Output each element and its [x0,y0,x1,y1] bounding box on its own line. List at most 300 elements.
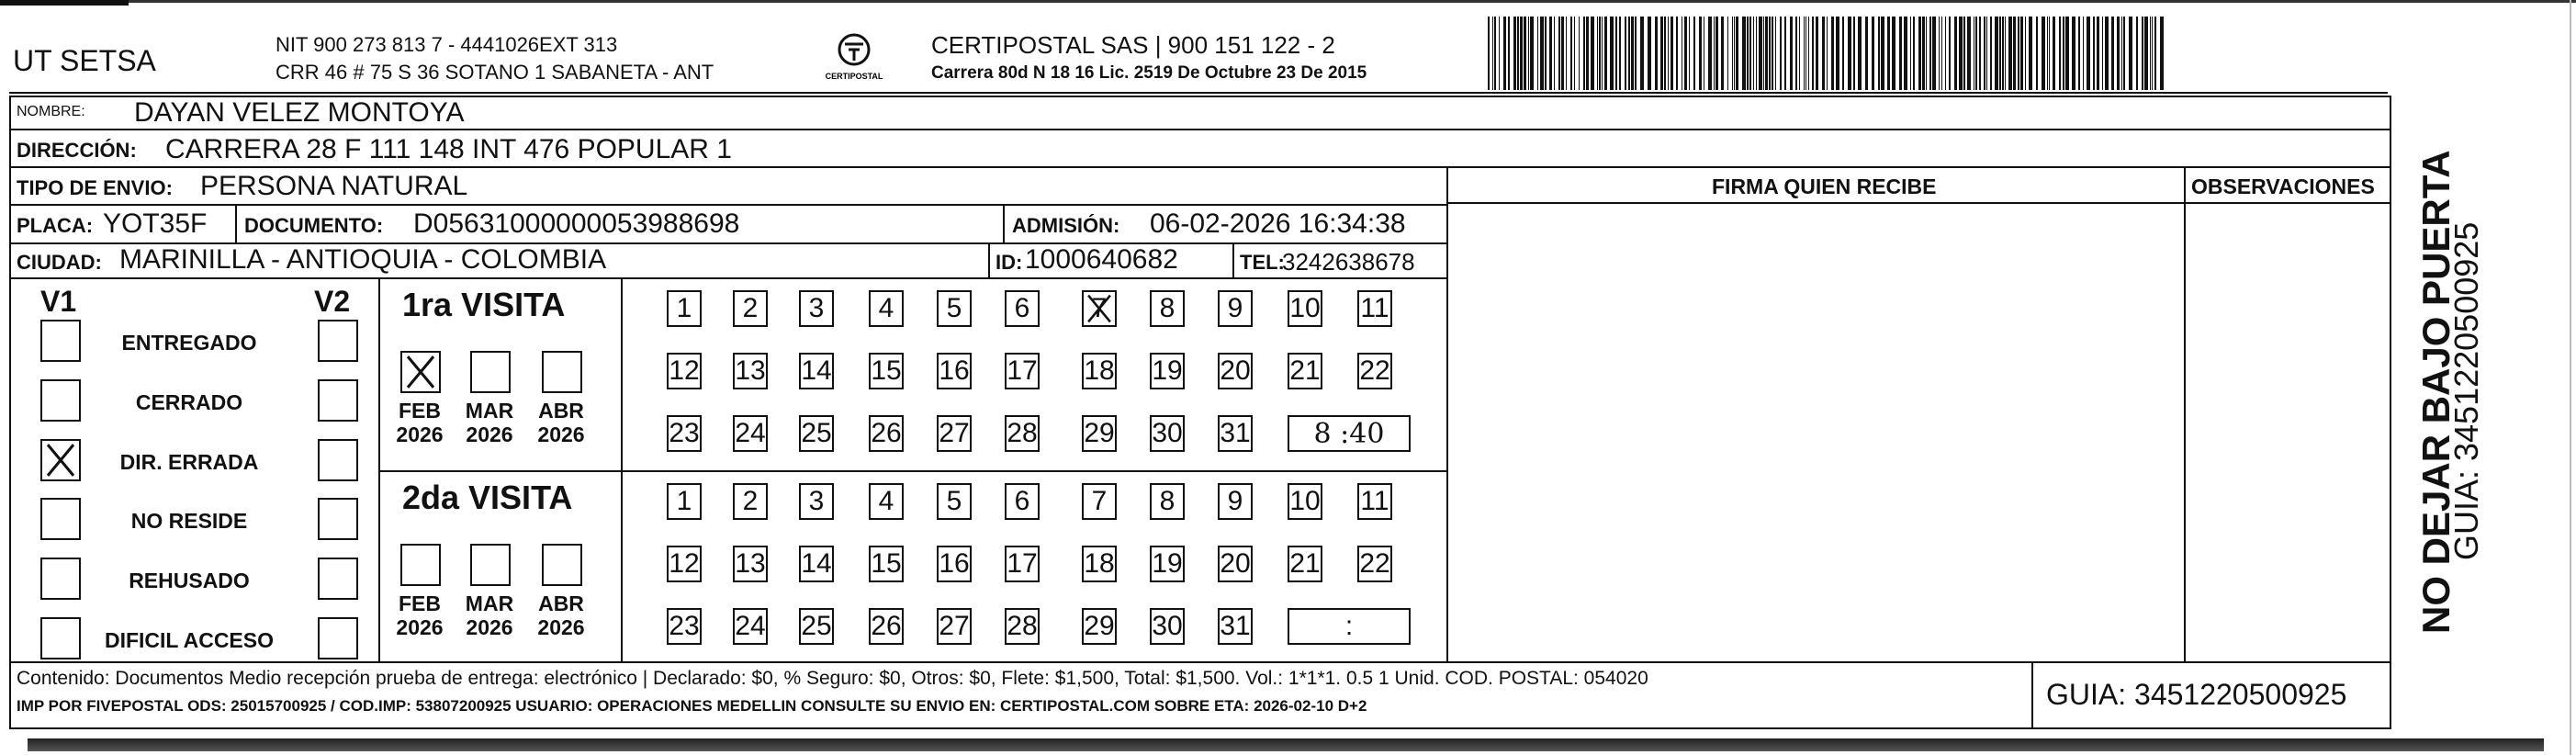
status-label: NO RESIDE [130,509,248,533]
barcode-bar [1759,17,1762,90]
visit2-year-label: 2026 [466,615,513,639]
placa-value: YOT35F [103,208,208,239]
barcode-bar [2029,17,2032,90]
barcode-bar [2008,17,2012,90]
visit1-day-box[interactable] [1005,415,1040,452]
barcode-bar [1520,17,1523,90]
visit2-day-number: 6 [1014,486,1030,516]
visit1-time-value: 8 :40 [1313,417,1385,450]
barcode-bar [2152,17,2153,90]
visit1-day-box[interactable] [869,290,904,327]
visit2-month-checkbox[interactable] [542,544,582,586]
visit1-day-number: 11 [1360,293,1389,323]
barcode-bar [1749,17,1751,90]
visit1-day-box[interactable] [667,353,702,389]
visit2-day-box[interactable] [937,608,972,645]
barcode-bar [1939,17,1940,90]
barcode-bar [2136,17,2138,90]
barcode-bar [2111,17,2114,90]
barcode-bar [1756,17,1757,90]
barcode-bar [1865,17,1868,90]
footer-guia: GUIA: 3451220500925 [2046,678,2347,711]
barcode-bar [1610,17,1614,90]
barcode-bar [2053,17,2055,90]
status-v2-checkbox[interactable] [318,320,358,362]
visit2-day-box[interactable] [1288,483,1322,520]
barcode-bar [1816,17,1818,90]
visit1-day-box[interactable] [1005,353,1040,389]
visit2-day-box[interactable] [869,546,904,582]
barcode-bar [1769,17,1771,90]
visit1-month-checkbox[interactable] [400,351,441,393]
status-v1-checkbox[interactable] [40,320,81,362]
visit2-day-box[interactable] [1150,546,1185,582]
status-v2-checkbox[interactable] [318,498,358,540]
barcode-bar [1949,17,1951,90]
svg-text:CERTIPOSTAL: CERTIPOSTAL [825,72,883,81]
visit1-day-box[interactable] [937,290,972,327]
visit1-day-number: 18 [1084,355,1115,386]
barcode-bar [1566,17,1567,90]
visit2-day-box[interactable] [869,608,904,645]
visit1-day-box[interactable] [667,415,702,452]
status-v1-checkbox[interactable] [40,379,81,422]
barcode-bar [1881,17,1884,90]
barcode-bar [2072,17,2075,90]
observaciones-box[interactable] [2186,204,2390,661]
visit1-day-number: 26 [871,418,902,448]
visit1-time-box[interactable] [1288,415,1411,452]
visit1-month-label: MAR [465,399,514,423]
visit1-day-box[interactable] [1357,353,1392,389]
barcode-bar [1615,17,1617,90]
barcode-bar [1742,17,1746,90]
row-line-3 [9,204,1446,206]
status-col-divider [378,277,380,661]
barcode-bar [1827,17,1828,90]
barcode-bar [1910,17,1911,90]
barcode-bar [1668,17,1669,90]
visit1-day-box[interactable] [1005,290,1040,327]
visit2-day-box[interactable] [1357,546,1392,582]
visit1-month-label: ABR [538,399,584,423]
barcode-bar [1714,17,1715,90]
barcode-bar [1574,17,1575,90]
barcode-bar [1836,17,1839,90]
barcode-bar [1954,17,1957,90]
visit2-day-box[interactable] [799,483,834,520]
barcode-bar [1763,17,1764,90]
barcode-bar [1858,17,1862,90]
barcode-bar [1494,17,1496,90]
status-v2-checkbox[interactable] [318,617,358,659]
barcode-bar [1804,17,1805,90]
right-edge-line [2570,0,2571,755]
barcode-bar [1689,17,1690,90]
top-left-tab [0,0,129,6]
visit2-day-box[interactable] [1218,546,1253,582]
visit2-day-number: 30 [1152,611,1183,641]
visit1-day-box[interactable] [869,415,904,452]
carrier-line1: CERTIPOSTAL SAS | 900 151 122 - 2 [931,31,1335,59]
visit1-month-checkbox[interactable] [542,351,582,393]
barcode-bar [1842,17,1844,90]
barcode-bar [1558,17,1560,90]
visit1-day-number: 8 [1159,293,1176,323]
visit1-day-box[interactable] [1150,415,1185,452]
visit2-day-number: 3 [808,486,825,516]
nombre-value: DAYAN VELEZ MONTOYA [134,97,465,128]
visit2-day-box[interactable] [937,483,972,520]
status-label: DIFICIL ACCESO [104,628,274,652]
visit1-day-box[interactable] [799,353,834,389]
barcode-bar [1708,17,1712,90]
ciudad-label: CIUDAD: [17,251,102,274]
barcode-bar [1734,17,1735,90]
visit1-day-number: 7 [1091,293,1108,323]
visit2-day-box[interactable] [1082,546,1117,582]
visit2-year-label: 2026 [537,615,585,639]
visit1-day-box[interactable] [869,353,904,389]
visit1-day-number: 14 [801,355,832,386]
barcode-bar [2042,17,2045,90]
sender-nit: NIT 900 273 813 7 - 4441026EXT 313 [276,33,618,56]
barcode-bar [1922,17,1925,90]
barcode-bar [1979,17,1981,90]
barcode-bar [1887,17,1890,90]
visit1-day-box[interactable] [1082,353,1117,389]
visit1-day-number: 2 [742,293,759,323]
visit2-day-box[interactable] [1005,546,1040,582]
visit1-day-box[interactable] [1082,415,1117,452]
visit1-day-box[interactable] [733,415,768,452]
header-divider [9,92,2388,94]
barcode-bar [2121,17,2122,90]
barcode-bar [1545,17,1547,90]
visit2-day-number: 14 [801,548,832,579]
barcode-bar [2150,17,2151,90]
tipo-envio-value: PERSONA NATURAL [200,171,468,201]
admision-value: 06-02-2026 16:34:38 [1150,208,1406,239]
visit1-day-number: 13 [735,355,766,386]
barcode-bar [1503,17,1506,90]
visit2-month-checkbox[interactable] [470,544,511,586]
documento-value: D05631000000053988698 [413,208,740,239]
sender-address: CRR 46 # 75 S 36 SOTANO 1 SABANETA - ANT [276,61,714,84]
visit2-day-number: 22 [1359,548,1390,579]
barcode-bar [2142,17,2143,90]
barcode-bar [2105,17,2109,90]
visit1-day-number: 4 [878,293,894,323]
visit1-month-checkbox[interactable] [470,351,511,393]
tel-label: TEL: [1240,251,1285,274]
visit2-day-number: 23 [669,611,700,641]
barcode-bar [1655,17,1658,90]
barcode-bar [1990,17,1992,90]
status-label: REHUSADO [129,569,250,592]
barcode-bar [1537,17,1538,90]
visit1-title: 1ra VISITA [402,286,566,323]
barcode-bar [1780,17,1782,90]
observaciones-label: OBSERVACIONES [2191,175,2375,198]
top-edge-line [0,0,2576,3]
barcode-bar [1513,17,1516,90]
visit2-day-box[interactable] [733,483,768,520]
visit2-day-number: 2 [742,486,759,516]
id-value: 1000640682 [1025,244,1178,275]
barcode-bar [2123,17,2125,90]
visit2-day-box[interactable] [1082,483,1117,520]
barcode-bar [1599,17,1601,90]
visit1-day-number: 10 [1289,293,1321,323]
visit1-day-box[interactable] [799,290,834,327]
barcode-bar [1963,17,1965,90]
visit1-day-box[interactable] [1082,290,1117,327]
documento-label: DOCUMENTO: [244,214,384,237]
visit-divider [378,470,1446,472]
barcode-bar [2093,17,2095,90]
signature-box[interactable] [1448,204,2183,661]
footer-imp-line: IMP POR FIVEPOSTAL ODS: 25015700925 / COD.IMP: 53807200925 USUARIO: OPERACIONES MEDELLIN CONSULTE SU ENVIO EN: CERTIPOSTAL.COM SOBRE ETA: 2026-02-10 D+2 [17,697,1367,715]
status-label: ENTREGADO [121,331,257,355]
visit2-day-number: 15 [871,548,902,579]
barcode-bar [1995,17,1998,90]
visit2-day-box[interactable] [1288,546,1322,582]
barcode-bar [1549,17,1552,90]
visit1-day-box[interactable] [1288,353,1322,389]
side-guia: GUIA: 3451220500925 [2447,221,2485,560]
visit2-day-number: 28 [1007,611,1038,641]
visit1-day-number: 12 [669,355,700,386]
barcode-bar [1586,17,1589,90]
visit2-day-number: 5 [946,486,962,516]
barcode-bar [1899,17,1902,90]
barcode-bar [2059,17,2061,90]
barcode-bar [2065,17,2069,90]
visit1-day-box[interactable] [1218,290,1253,327]
visit2-day-number: 27 [939,611,970,641]
certipostal-logo-icon [817,31,891,83]
barcode-bar [1753,17,1754,90]
visit2-day-box[interactable] [1357,483,1392,520]
barcode-bar [1799,17,1800,90]
barcode-bar [1831,17,1834,90]
status-v1-checkbox[interactable] [40,498,81,540]
barcode-bar [1848,17,1851,90]
visit2-day-number: 13 [735,548,766,579]
barcode-bar [2063,17,2064,90]
v1-label: V1 [40,285,77,318]
barcode-bar [1772,17,1773,90]
visit1-day-box[interactable] [1218,353,1253,389]
certipostal-logo [817,31,891,83]
visit2-day-number: 21 [1289,548,1321,579]
barcode-bar [1941,17,1942,90]
visit1-day-box[interactable] [1357,290,1392,327]
visit2-day-number: 10 [1289,486,1321,516]
visit2-day-box[interactable] [937,546,972,582]
barcode-bar [2144,17,2148,90]
barcode-bar [1640,17,1644,90]
visit2-time-value: : [1344,611,1354,641]
visit2-month-checkbox[interactable] [400,544,441,586]
barcode-bar [1604,17,1607,90]
visit2-day-box[interactable] [1218,608,1253,645]
visit1-day-box[interactable] [937,353,972,389]
barcode-bar [1878,17,1880,90]
visit1-month-label: FEB [399,399,441,423]
visit2-day-number: 17 [1007,548,1038,579]
visit1-day-number: 27 [939,418,970,448]
sender-name: UT SETSA [13,44,156,77]
status-v2-checkbox[interactable] [318,379,358,422]
visit2-day-number: 31 [1220,611,1251,641]
barcode-bar [1540,17,1544,90]
row-line-1 [9,129,2391,130]
status-v1-checkbox[interactable] [40,558,81,600]
status-v2-checkbox[interactable] [318,439,358,481]
barcode-bar [2025,17,2026,90]
barcode-bar [2005,17,2006,90]
barcode-bar [1715,17,1718,90]
visit2-day-box[interactable] [1005,483,1040,520]
visit2-day-box[interactable] [733,608,768,645]
barcode-bar [1984,17,1985,90]
barcode-bar [1602,17,1603,90]
barcode-bar [2160,17,2164,90]
barcode-bar [1561,17,1564,90]
firma-label: FIRMA QUIEN RECIBE [1712,175,1937,198]
visit1-day-number: 21 [1289,355,1321,386]
barcode-bar [1822,17,1825,90]
visit1-day-box[interactable] [1288,290,1322,327]
barcode-bar [1664,17,1666,90]
visit1-day-box[interactable] [1150,353,1185,389]
visit2-day-number: 24 [735,611,766,641]
barcode-bar [1625,17,1626,90]
visit2-day-number: 9 [1227,486,1243,516]
visit1-day-box[interactable] [733,290,768,327]
visit2-day-box[interactable] [1005,608,1040,645]
barcode-bar [1628,17,1630,90]
status-label: CERRADO [135,390,243,414]
barcode-bar [1929,17,1931,90]
barcode-bar [1670,17,1673,90]
visit2-day-number: 11 [1360,486,1389,516]
barcode-bar [1795,17,1797,90]
barcode-bar [1530,17,1534,90]
barcode-bar [1853,17,1855,90]
barcode-bar [1583,17,1585,90]
visit1-day-box[interactable] [937,415,972,452]
barcode-bar [2097,17,2099,90]
visit1-day-number: 15 [871,355,902,386]
barcode-bar [2013,17,2016,90]
visit2-day-box[interactable] [799,608,834,645]
barcode-bar [1517,17,1519,90]
visit2-day-box[interactable] [667,483,702,520]
status-v1-checkbox[interactable] [40,617,81,659]
visit2-day-box[interactable] [733,546,768,582]
placa-divider [235,204,237,242]
placa-label: PLACA: [17,214,94,237]
footer-content-line: Contenido: Documentos Medio recepción prueba de entrega: electrónico | Declarado: $0, % Seguro: $0, Otros: $0, Flete: $1,500, Total: $1,500. Vol.: 1*1*1. 0.5 1 Unid. COD. POSTAL: 054020 [17,668,1648,689]
visit1-year-label: 2026 [396,423,444,446]
barcode-bar [1812,17,1814,90]
barcode-bar [1775,17,1776,90]
months-col-divider [621,277,623,661]
visit2-day-box[interactable] [1218,483,1253,520]
v2-label: V2 [314,285,351,318]
barcode-bar [2047,17,2048,90]
barcode-bar [1591,17,1594,90]
barcode-bar [2018,17,2019,90]
barcode-bar [1926,17,1927,90]
barcode-bar [1684,17,1687,90]
barcode-bar [1631,17,1634,90]
visit1-day-box[interactable] [1150,290,1185,327]
tel-value: 3242638678 [1282,248,1415,276]
direccion-label: DIRECCIÓN: [17,139,137,162]
visit2-time-box[interactable] [1288,608,1411,645]
status-v2-checkbox[interactable] [318,558,358,600]
admision-divider [1003,204,1005,242]
visit1-day-box[interactable] [733,353,768,389]
barcode-bar [2154,17,2156,90]
visit1-day-number: 30 [1152,418,1183,448]
barcode-bar [1648,17,1651,90]
barcode-bar [1635,17,1637,90]
barcode-bar [1790,17,1793,90]
tel-divider [1232,242,1234,277]
barcode-bar [1736,17,1738,90]
visit2-day-number: 4 [878,486,894,516]
ciudad-value: MARINILLA - ANTIOQUIA - COLOMBIA [119,244,607,275]
visit2-day-box[interactable] [1150,483,1185,520]
id-label: ID: [996,251,1023,274]
visit1-day-number: 22 [1359,355,1390,386]
barcode-bar [1932,17,1936,90]
visit2-day-box[interactable] [1150,608,1185,645]
visit1-day-number: 16 [939,355,970,386]
status-v1-checkbox[interactable] [40,439,81,481]
barcode-bar [1660,17,1663,90]
visit2-day-box[interactable] [667,546,702,582]
barcode-bar [2102,17,2103,90]
visit2-day-box[interactable] [1082,608,1117,645]
visit2-month-label: FEB [399,592,441,615]
barcode-bar [1570,17,1572,90]
visit2-day-box[interactable] [869,483,904,520]
barcode-bar [1676,17,1678,90]
visit2-day-number: 20 [1220,548,1251,579]
visit2-day-number: 29 [1084,611,1115,641]
barcode-bar [2083,17,2084,90]
visit2-month-label: MAR [465,592,514,615]
barcode-bar [2049,17,2050,90]
barcode-bar [1693,17,1695,90]
visit2-day-box[interactable] [799,546,834,582]
visit1-day-box[interactable] [1218,415,1253,452]
barcode-bar [1805,17,1806,90]
barcode-bar [1904,17,1907,90]
visit1-day-box[interactable] [799,415,834,452]
visit2-day-number: 26 [871,611,902,641]
barcode-graphic [1488,17,2167,90]
visit2-day-box[interactable] [667,608,702,645]
visit1-day-box[interactable] [667,290,702,327]
visit2-day-number: 18 [1084,548,1115,579]
